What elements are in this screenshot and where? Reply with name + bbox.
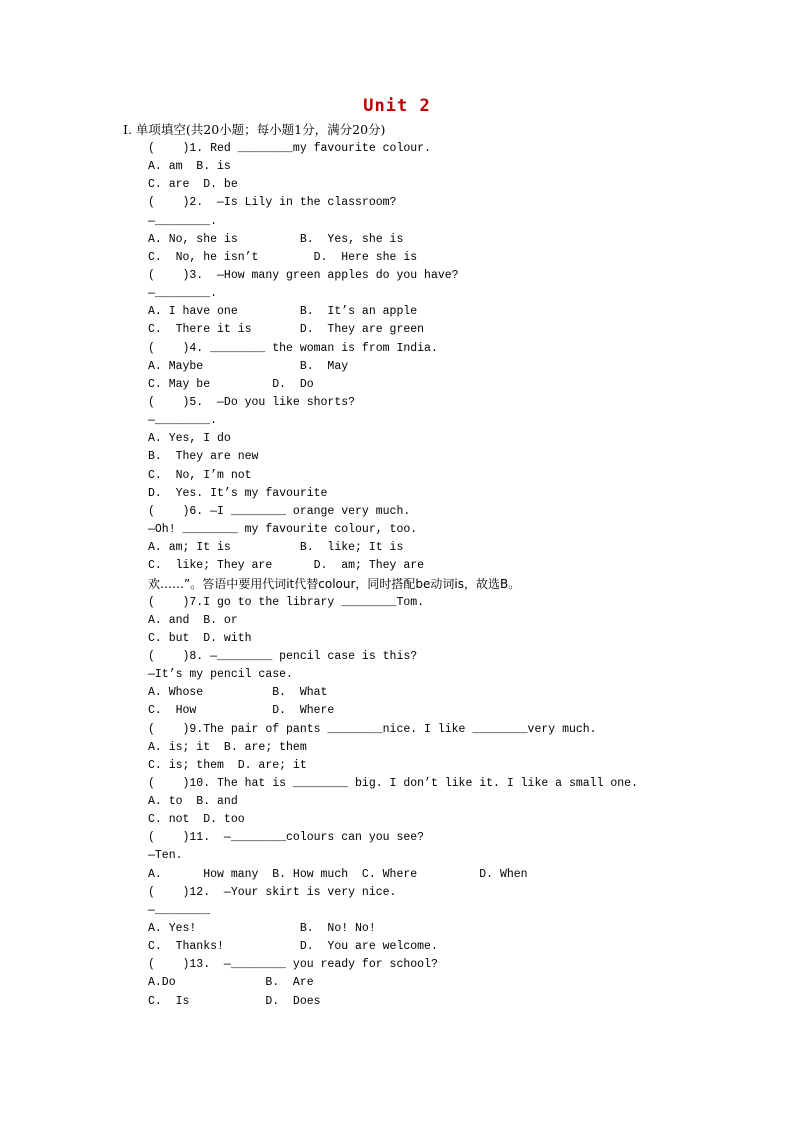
text-line: C. May be D. Do [148, 377, 314, 391]
text-line: A. Whose B. What [148, 686, 328, 700]
text-line: A.Do B. Are [148, 976, 314, 990]
text-line: C. There it is D. They are green [148, 323, 425, 337]
text-line: A. Yes, I do [148, 432, 231, 446]
text-line: ( )10. The hat is ________ big. I don’t like it. I like a small one. [148, 776, 638, 790]
text-line: D. Yes. It’s my favourite [148, 486, 328, 500]
text-line: ( )11. —________colours can you see? [148, 831, 425, 845]
text-line: A. am; It is B. like; It is [148, 541, 404, 555]
text-line: ( )4. ________ the woman is from India. [148, 341, 438, 355]
text-line: C. is; them D. are; it [148, 758, 307, 772]
text-line: —________. [148, 414, 218, 428]
text-line: A. I have one B. It’s an apple [148, 305, 418, 319]
text-line: ( )8. —________ pencil case is this? [148, 649, 418, 663]
text-line: A. How many B. How much C. Where D. When [148, 867, 528, 881]
text-line: ( )1. Red ________my favourite colour. [148, 142, 431, 155]
text-line: ( )9.The pair of pants ________nice. I like ________very much. [148, 722, 597, 736]
text-line: ( )2. —Is Lily in the classroom? [148, 196, 397, 210]
text-line: —________. [148, 214, 218, 228]
text-line: C. not D. too [148, 813, 245, 827]
text-line: A. am B. is [148, 160, 231, 174]
text-line: —Oh! ________ my favourite colour, too. [148, 522, 418, 536]
text-line: C. are D. be [148, 178, 238, 192]
text-line: ( )12. —Your skirt is very nice. [148, 885, 397, 899]
text-line: A. is; it B. are; them [148, 740, 307, 754]
text-line: B. They are new [148, 450, 259, 464]
text-line: C. No, I’m not [148, 468, 252, 482]
text-line: C. Is D. Does [148, 994, 321, 1008]
text-line: A. No, she is B. Yes, she is [148, 232, 404, 246]
text-line: A. Maybe B. May [148, 359, 349, 373]
text-line: ( )7.I go to the library ________Tom. [148, 595, 425, 609]
text-line: C. No, he isn’t D. Here she is [148, 250, 418, 264]
text-line: —It’s my pencil case. [148, 668, 293, 682]
question-list [148, 140, 768, 1011]
text-line: C. like; They are D. am; They are [148, 559, 425, 573]
text-line: ( )5. —Do you like shorts? [148, 395, 356, 409]
text-line: —________. [148, 287, 218, 301]
text-line: A. Yes! B. No! No! [148, 922, 376, 936]
text-line: 欢……”。答语中要用代词it代替colour，同时搭配be动词is，故选B。 [148, 577, 521, 592]
text-line: C. How D. Where [148, 704, 335, 718]
text-line: ( )13. —________ you ready for school? [148, 958, 438, 972]
text-line: C. but D. with [148, 631, 252, 645]
text-line: —________ [148, 903, 211, 917]
text-line: —Ten. [148, 849, 183, 863]
text-line: ( )3. —How many green apples do you have? [148, 268, 459, 282]
text-line: ( )6. —I ________ orange very much. [148, 504, 411, 518]
text-line: A. to B. and [148, 795, 238, 809]
text-line: C. Thanks! D. You are welcome. [148, 940, 438, 954]
text-line: A. and B. or [148, 613, 238, 627]
page-title: Unit 2 [363, 96, 431, 116]
section-header: Ⅰ. 单项填空(共20小题；每小题1分，满分20分) [123, 122, 386, 137]
